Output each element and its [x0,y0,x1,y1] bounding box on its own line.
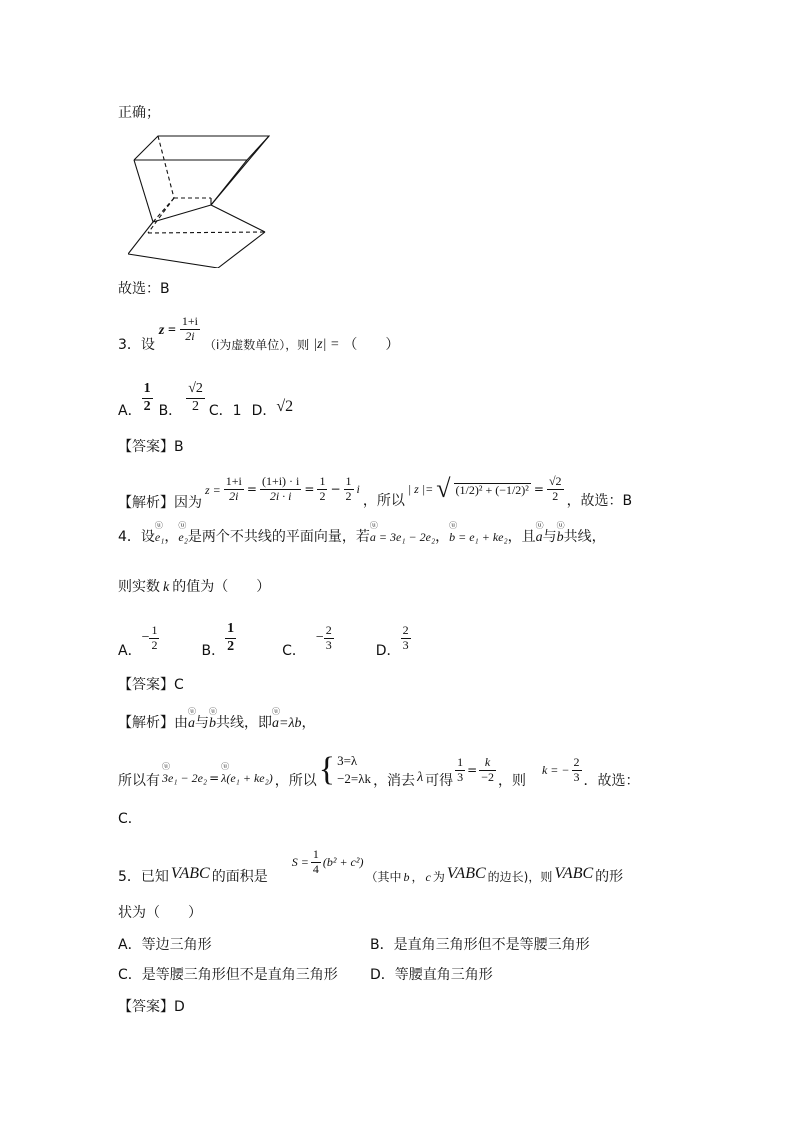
analysis-prefix: 【解析】因为 [118,495,202,511]
math-expression: (b² + c²) [322,855,364,869]
vector-a-definition: ⓤ a = 3e₁ − 2e₂ [370,531,435,543]
numerator: (1+i) · i [261,473,300,488]
denominator: 2 [227,638,235,654]
equation-line: 3=λ [337,753,358,769]
analysis-text: ，消去 [373,773,416,789]
question-number: 3．设 [118,337,155,353]
triangle-abc: VABC [170,865,210,882]
abs-expr: |z| = [313,337,340,352]
analysis-prefix: 【解析】由 [118,715,188,731]
math-term: b [403,870,410,884]
q4-analysis-1 [118,716,316,731]
fraction [180,315,200,344]
option-b: B．是直角三角形但不是等腰三角形 [370,937,590,953]
question-number: 5．已知 [118,869,169,885]
variable-k: k [163,580,170,595]
denominator: 2i [229,488,239,503]
numerator: 1 [319,473,326,488]
math-term: k = − [541,763,570,777]
math-sign: = [304,482,315,496]
analysis-text: ， [301,715,316,731]
denominator: 3 [402,637,409,652]
text-line: C． [118,811,142,827]
numerator: 1 [312,846,319,861]
option-a: A．等边三角形 [118,937,212,953]
question-text: （其中 [365,870,402,884]
math-sign: = [209,771,220,785]
denominator: 2 [552,488,559,503]
math-sign: = [533,482,544,496]
minus-sign: − [315,630,324,645]
option-d-fraction [401,624,411,653]
analysis-text: ，则 [497,773,526,789]
denominator: 2i [185,328,195,343]
denominator: 3 [457,769,464,784]
answer-line: 【答案】D [118,999,185,1015]
fraction [344,475,354,504]
numerator: 2 [325,622,332,637]
option-b-fraction [225,621,236,654]
answer-paren: （ ） [343,337,400,353]
answer-line: 【答案】C [118,677,184,693]
numerator: 1+i [225,473,242,488]
equation-system [337,752,371,787]
fraction [224,475,244,504]
option-label: C． [282,643,306,659]
math-term: c [425,870,431,884]
denominator: 2i · i [269,488,292,503]
analysis-text: ，所以 [362,493,405,509]
fraction [479,756,496,785]
punct: ， [164,529,179,545]
minus-sign: − [141,630,150,645]
option-label: D． [375,643,401,659]
vector-b: ⓤ b [209,717,216,731]
denominator: 2 [345,488,352,503]
question-text: 为 [432,870,445,884]
q3-analysis [118,468,632,510]
q3-options [118,378,293,418]
fraction [547,475,564,504]
fraction [260,475,301,504]
question-text: 则实数 [118,579,160,595]
vector-a: ⓤ a [188,717,195,731]
option-d: D．等腰直角三角形 [370,967,493,983]
vector-e2: ⓤ e₂ [178,531,188,543]
math-sign: = [246,482,257,496]
question-4-line2 [118,580,270,595]
denominator: 4 [312,861,319,876]
option-label: D． [251,403,277,419]
math-term: λ [417,770,424,785]
analysis-text: 共线，即 [216,715,272,731]
question-text: 与 [542,529,557,545]
numerator: √2 [186,381,205,398]
q4-options [118,618,411,658]
math-sign: = [467,763,478,777]
sqrt-content: (1/2)² + (−1/2)² [455,482,529,497]
analysis-text: 可得 [425,773,454,789]
option-c-fraction [324,624,334,653]
question-text: 共线， [563,529,606,545]
denominator: 2 [143,398,151,414]
triangle-abc: VABC [554,865,594,882]
denominator: 2 [192,398,200,414]
numerator: 1 [142,381,153,398]
system-brace: { [318,751,336,788]
numerator: 2 [402,622,409,637]
math-expression: ⓤ λ(e₁ + ke₂) [221,772,273,784]
option-label: A． [118,403,142,419]
numerator: 2 [573,754,580,769]
analysis-text: ，所以 [274,773,317,789]
vector-b: ⓤ b [557,531,564,545]
math-term: | z |= [407,482,434,496]
question-text: 的边长)，则 [487,870,553,884]
triangle-abc: VABC [446,865,486,882]
numerator: 1+i [181,313,198,328]
punct: ， [411,870,424,884]
option-d-value: √2 [276,398,294,415]
formula-lhs: z = [158,323,176,338]
denominator: 2 [319,488,326,503]
numerator: 1 [457,754,464,769]
math-sign: − [330,482,341,496]
question-text: ，且 [507,529,536,545]
fraction [572,756,582,785]
option-b-fraction [186,381,205,414]
frustum-figure [128,126,270,268]
analysis-text: 所以有 [118,773,160,789]
denominator: 3 [325,637,332,652]
vector-a: ⓤ a [536,531,543,545]
vector-b-definition: ⓤ b = e₁ + ke₂ [449,531,508,543]
numerator: 1 [151,622,158,637]
numerator: 1 [225,621,236,638]
option-label: B． [158,403,183,419]
q4-analysis-2 [118,752,640,788]
note-text: （i为虚数单位），则 [203,338,310,352]
option-label: B． [201,643,226,659]
fraction [311,848,321,877]
analysis-text: ，故选：B [566,493,633,509]
question-text: 的形 [595,869,624,885]
question-4 [118,530,606,545]
question-text: 的值为（ ） [172,579,271,595]
fraction [317,475,327,504]
math-term: z = [205,483,221,497]
question-text: 的面积是 [211,869,268,885]
analysis-text: ．故选： [583,773,640,789]
option-a-fraction [149,624,159,653]
text-line: 正确； [118,105,160,121]
equation-line: −2=λk [337,771,372,786]
fraction [455,756,465,785]
punct: ， [435,529,450,545]
math-term: i [356,482,360,496]
option-label: A． [118,643,142,659]
math-term: S = [291,855,309,869]
text-line: 故选：B [118,281,170,297]
answer-line: 【答案】B [118,439,184,455]
sqrt-sign: √ [436,474,451,503]
denominator: −2 [481,769,494,784]
question-text: 是两个不共线的平面向量，若 [187,529,370,545]
math-expression: ⓤ 3e₁ − 2e₂ [162,772,207,784]
collinear-equation: ⓤ a=λb [272,717,302,731]
question-5 [118,846,623,884]
analysis-text: 与 [195,715,209,731]
option-a-fraction [142,381,153,414]
numerator: √2 [548,473,562,488]
question-3 [118,313,400,353]
numerator: 1 [345,473,352,488]
option-c: C．是等腰三角形但不是直角三角形 [118,967,338,983]
denominator: 3 [573,769,580,784]
question-number: 4．设 [118,529,155,545]
denominator: 2 [151,637,158,652]
question-text: 状为（ ） [118,905,202,921]
vector-e1: ⓤ e₁ [155,531,165,543]
numerator: k [479,756,496,771]
option-c: C．1 [208,403,242,419]
